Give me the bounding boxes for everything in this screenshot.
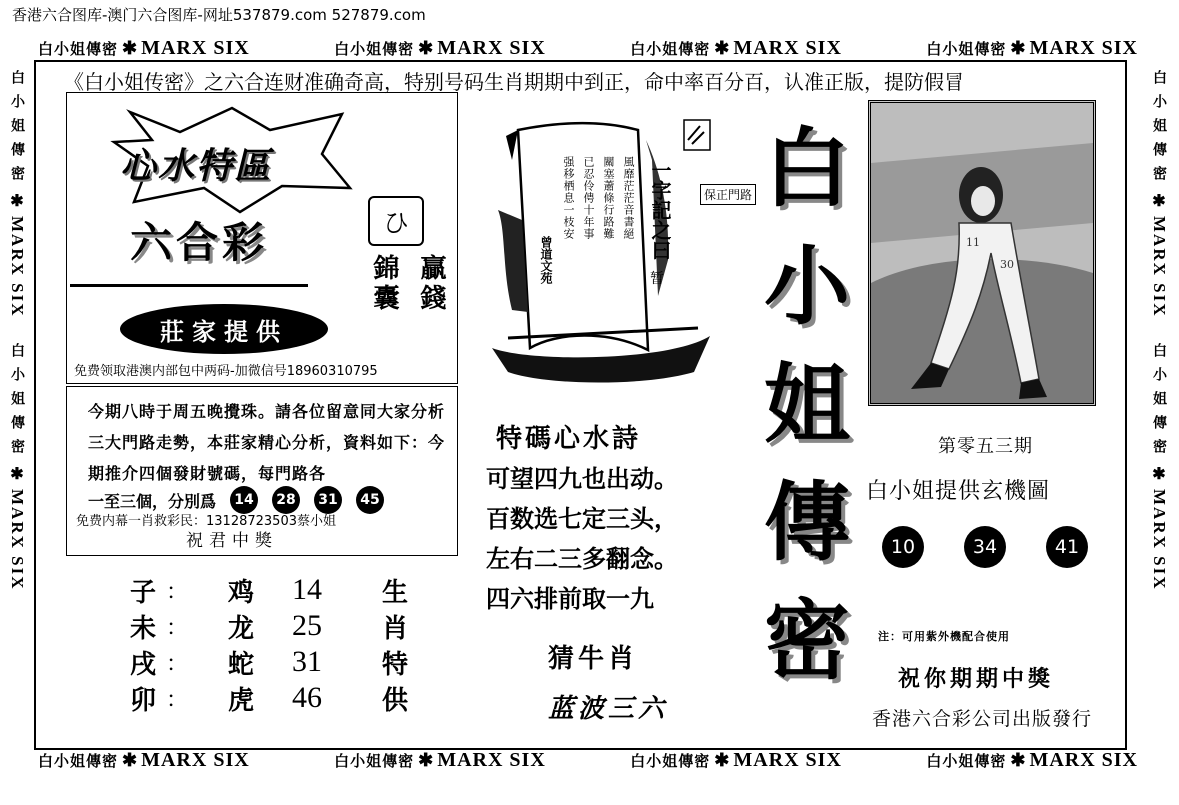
border-chinese-vertical: 白小姐傳密 [9, 343, 25, 464]
number-ball: 45 [356, 486, 384, 514]
guess-zodiac: 猜牛肖 [548, 644, 639, 674]
zodiac-row [130, 572, 420, 608]
asterisk-icon: ✱ [1010, 749, 1026, 771]
poem-line: 百数选七定三头， [486, 504, 678, 533]
asterisk-icon: ✱ [418, 37, 434, 59]
announcement-text: 今期八時于周五晚攪珠。請各位留意同大家分析三大門路走勢，本莊家精心分析，資料如下：今期推介四個發財號碼，每門路各 [88, 402, 446, 483]
border-unit [334, 37, 546, 60]
guarantee-tag: 保正門路 [700, 184, 756, 205]
number-ball: 34 [964, 526, 1006, 568]
one-word-title: 一字記之曰 [648, 160, 672, 260]
zodiac-colon: ： [166, 579, 189, 605]
border-chinese: 白小姐傳密 [334, 751, 415, 770]
poem-line: 左右二三多翻念。 [486, 544, 678, 573]
zodiac-animal: 蛇 [228, 649, 255, 680]
zodiac-side-char: 特 [382, 649, 409, 680]
special-code-poem [486, 418, 748, 619]
banner-col-right: 贏錢 [416, 254, 446, 314]
border-unit [334, 749, 546, 772]
asterisk-icon: ✱ [714, 749, 730, 771]
zodiac-table [130, 572, 420, 716]
border-chinese-vertical: 白小姐傳密 [9, 70, 25, 190]
number-ball: 41 [1046, 526, 1088, 568]
border-english: MARX SIX [141, 748, 250, 771]
border-chinese: 白小姐傳密 [38, 751, 119, 770]
asterisk-icon: ✱ [10, 464, 24, 484]
border-unit [630, 37, 842, 60]
zodiac-colon: ： [166, 687, 189, 713]
zodiac-side-char: 供 [382, 685, 409, 716]
zodiac-row [130, 680, 420, 716]
border-english: MARX SIX [1029, 36, 1138, 59]
border-english: MARX SIX [437, 748, 546, 771]
asterisk-icon: ✱ [10, 191, 24, 210]
top-border-strip [38, 34, 1138, 62]
zodiac-side-char: 肖 [382, 613, 409, 644]
zodiac-animal: 鸡 [228, 577, 255, 608]
border-english: MARX SIX [8, 489, 27, 591]
border-unit [926, 749, 1138, 772]
zodiac-animal: 龙 [228, 613, 255, 644]
border-unit [38, 749, 250, 772]
zodiac-number: 25 [292, 609, 322, 642]
photo-label-b: 30 [1000, 258, 1014, 271]
zodiac-colon: ： [166, 651, 189, 677]
poem-title: 特碼心水詩 [496, 424, 642, 454]
right-border-strip [1146, 70, 1172, 591]
border-unit [630, 749, 842, 772]
mystery-chart-title: 白小姐提供玄機圖 [866, 479, 1051, 504]
border-english: MARX SIX [437, 36, 546, 59]
wish-text: 祝你期期中獎 [898, 666, 1055, 692]
border-english: MARX SIX [733, 36, 842, 59]
border-chinese-vertical: 白小姐傳密 [1151, 343, 1167, 464]
sailing-ship-illustration [488, 100, 716, 390]
border-english: MARX SIX [1029, 748, 1138, 771]
zodiac-colon: ： [166, 615, 189, 641]
border-english: MARX SIX [733, 748, 842, 771]
poem-line: 可望四九也出动。 [486, 464, 678, 493]
headline: 《白小姐传密》之六合连财准确奇高，特别号码生肖期期中到正，命中率百分百，认准正版，提防假冒 [64, 70, 964, 94]
zodiac-number: 46 [292, 681, 322, 714]
asterisk-icon: ✱ [122, 37, 138, 59]
brand-char: 密 [764, 590, 850, 691]
asterisk-icon: ✱ [418, 749, 434, 771]
border-unit [926, 37, 1138, 60]
border-chinese: 白小姐傳密 [38, 39, 119, 58]
poem-line: 四六排前取一九 [486, 584, 654, 613]
bottom-border-strip [38, 746, 1138, 774]
number-ball: 14 [230, 486, 258, 514]
zodiac-row [130, 608, 420, 644]
zodiac-side-char: 生 [382, 577, 409, 608]
left-border-strip [4, 70, 30, 591]
good-luck-text: 祝君中獎 [186, 531, 278, 551]
border-english: MARX SIX [141, 36, 250, 59]
border-chinese: 白小姐傳密 [630, 751, 711, 770]
banner-col-left: 錦囊 [369, 254, 399, 314]
photo-figure [871, 103, 1093, 403]
zodiac-branch: 未 [130, 613, 157, 644]
border-chinese: 白小姐傳密 [334, 39, 415, 58]
blue-wave-tip: 蓝波三六 [548, 694, 669, 724]
sail-poem-col: 關塞蕭條行路難 [602, 156, 615, 240]
vertical-brand-title [752, 110, 862, 700]
asterisk-icon: ✱ [1152, 464, 1166, 484]
balls-prefix: 一至三個，分別爲 [88, 491, 217, 511]
sail-poem [560, 156, 636, 240]
border-english: MARX SIX [1150, 489, 1169, 591]
asterisk-icon: ✱ [1152, 191, 1166, 210]
issue-number: 第零五三期 [938, 436, 1033, 457]
zodiac-branch: 戌 [130, 649, 157, 680]
brand-char: 傳 [764, 472, 850, 573]
asterisk-icon: ✱ [714, 37, 730, 59]
divider-line [70, 284, 308, 287]
zodiac-number: 31 [292, 645, 322, 678]
photo-label-a: 11 [966, 236, 980, 249]
border-chinese: 白小姐傳密 [926, 751, 1007, 770]
one-word-answer: 暂 [650, 271, 664, 287]
asterisk-icon: ✱ [122, 749, 138, 771]
seal-icon: ひ [368, 196, 424, 246]
zodiac-branch: 子 [130, 577, 157, 608]
free-note-2: 免费内幕一肖救彩民：13128723503蔡小姐 [76, 514, 336, 529]
zodiac-branch: 卯 [130, 685, 157, 716]
woman-photo [868, 100, 1096, 406]
sail-poem-col: 風靡茫茫音書絕 [622, 156, 635, 240]
sail-poem-col: 强移栖息一枝安 [562, 156, 575, 240]
sail-signature: 曾道文苑 [539, 236, 553, 284]
border-unit [38, 37, 250, 60]
sail-poem-col: 已忍伶俜十年事 [582, 156, 595, 240]
zodiac-row [130, 644, 420, 680]
number-ball: 31 [314, 486, 342, 514]
watermark-text: 香港六合图库-澳门六合图库-网址537879.com 527879.com [12, 6, 426, 24]
asterisk-icon: ✱ [1010, 37, 1026, 59]
border-english: MARX SIX [8, 216, 27, 318]
number-ball: 10 [882, 526, 924, 568]
brand-char: 白 [764, 118, 850, 219]
border-chinese: 白小姐傳密 [926, 39, 1007, 58]
provider-badge: 莊家提供 [120, 304, 328, 354]
mystery-numbers [882, 526, 1088, 568]
free-note-1: 免费领取港澳内部包中两码-加微信号18960310795 [74, 364, 378, 379]
border-chinese: 白小姐傳密 [630, 39, 711, 58]
mark-six-title: 六合彩 [130, 218, 269, 267]
border-chinese-vertical: 白小姐傳密 [1151, 70, 1167, 190]
zodiac-number: 14 [292, 573, 322, 606]
brand-char: 小 [764, 236, 850, 337]
zodiac-animal: 虎 [228, 685, 255, 716]
star-title: 心水特區 [120, 145, 273, 187]
number-ball: 28 [272, 486, 300, 514]
publisher-text: 香港六合彩公司出版發行 [872, 708, 1093, 730]
uv-tip: 注：可用紫外機配合使用 [878, 630, 1010, 643]
jinnang-banner [366, 254, 450, 314]
brand-char: 姐 [764, 354, 850, 455]
border-english: MARX SIX [1150, 216, 1169, 318]
